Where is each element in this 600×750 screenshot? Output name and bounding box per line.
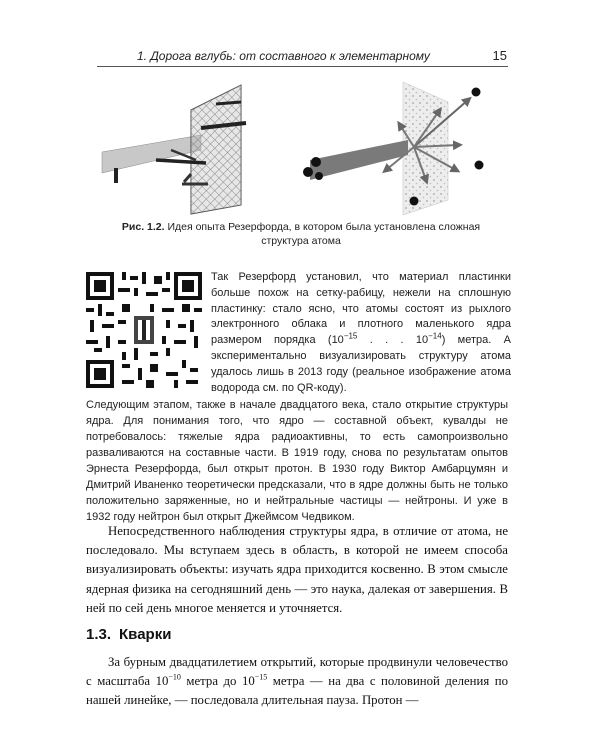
figure-caption (110, 220, 492, 248)
body-paragraph-nucleus: Непосредственного наблюдения структуры ядра, в отличие от атома, не последовало. Мы вступаем здесь в область, в которой не имеем способа визуализировать объекты: изучать ядра приходится косвенно. В этом смысле ядерная физика на сегодняшний день — это наука, далекая от завершения. В ней по сей день многое меняется и уточняется. (86, 524, 508, 615)
chapter-title: 1. Дорога вглубь: от составного к элементарному (137, 49, 430, 63)
qr-adjacent-text (211, 270, 511, 396)
ten-base-1: 10 (331, 334, 344, 347)
quarks-text-mid: метра до (180, 674, 242, 689)
exponent-3: −10 (168, 672, 181, 682)
section-title: Кварки (119, 626, 172, 643)
exponent-4: −15 (254, 672, 268, 682)
qr-text-part2: ) метра. А экспериментально визуализировать структуру атома удалось лишь в 2013 году (реальное изображение атома водорода см. по QR-коду). (211, 334, 511, 394)
qr-code[interactable] (86, 272, 202, 388)
section-heading (86, 626, 171, 643)
ten-base-3: 10 (155, 674, 169, 689)
header-rule (97, 66, 508, 67)
right-panel-atom-plate (303, 82, 484, 215)
sidebar-paragraph: Следующим этапом, также в начале двадцатого века, стало открытие структуры ядра. Для понимания того, что ядро — составной объект, кувалды не потребовалось: тяжелые ядра радиоактивны, то есть самопроизвольно разваливаются на составные части. В 1919 году, снова по результатам опытов Эрнеста Резерфорда, был открыт протон. В 1930 году Виктор Амбарцумян и Дмитрий Иваненко теоретически предсказали, что в ядре должны быть не только положительно заряженные, но и нейтральные частицы — нейтроны. И уже в 1932 году нейтрон был открыт Джеймсом Чедвиком. (86, 399, 508, 523)
section-number: 1.3. (86, 626, 112, 643)
ten-base-2: 10 (415, 334, 429, 347)
page-number: 15 (492, 48, 507, 63)
quarks-text-part2: метра — на два с половиной деления по нашей линейке, — последовала длительная пауза. Протон — (86, 674, 509, 708)
exponent-2: −14 (428, 331, 442, 341)
body-paragraph-quarks (86, 653, 508, 711)
figure-label: Рис. 1.2. (121, 221, 165, 233)
ten-base-4: 10 (241, 674, 255, 689)
exponent-1: −15 (343, 331, 358, 341)
range-dots: . . . (357, 334, 416, 347)
left-panel-mesh-plate (102, 85, 246, 214)
quarks-text-part1: За бурным двадцатилетием открытий, которые продвинули человечество с масштаба (86, 655, 508, 689)
rutherford-figure (96, 80, 506, 218)
running-header (97, 46, 521, 66)
qr-text-part1: Так Резерфорд установил, что материал пластинки больше похож на сетку-рабицу, нежели на сплошную пластинку: стало ясно, что атомы состоят из рыхлого электронного облака и плотного маленького ядра размером порядка ( (211, 271, 511, 347)
figure-caption-text: Идея опыта Резерфорда, в котором была установлена сложная структура атома (167, 221, 481, 247)
